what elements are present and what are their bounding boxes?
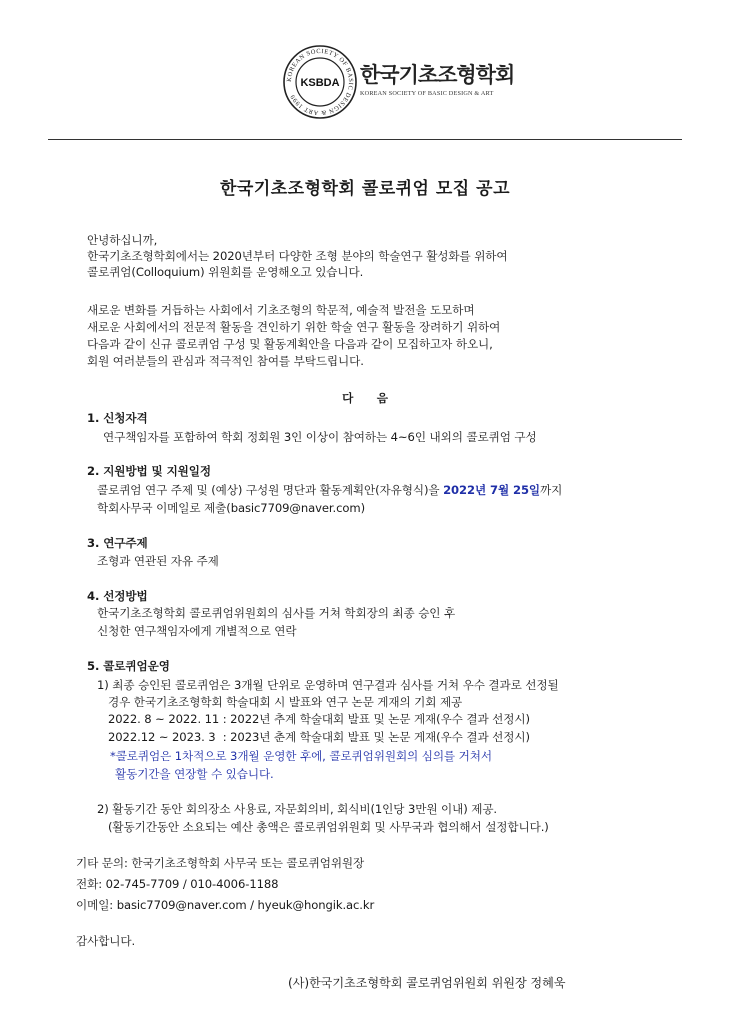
- intro2-line-3: 다음과 같이 신규 콜로퀴엄 구성 및 활동계획안을 다음과 같이 모집하고자 하오니,: [87, 337, 493, 351]
- intro-line-2: 한국기초조형학회에서는 2020년부터 다양한 조형 분야의 학술연구 활성화를 위하여: [87, 249, 508, 263]
- section-2-line-1: [97, 482, 562, 498]
- section-5-p1-line-4: 2022.12 ~ 2023. 3 : 2023년 춘계 학술대회 발표 및 논문 게재(우수 결과 선정시): [108, 730, 530, 744]
- section-5-p2-line-1: 2) 활동기간 동안 회의장소 사용료, 자문회의비, 회식비(1인당 3만원 이내) 제공.: [97, 802, 498, 816]
- section-1-heading: 1. 신청자격: [87, 411, 148, 425]
- intro2-line-4: 회원 여러분들의 관심과 적극적인 참여를 부탁드립니다.: [87, 354, 364, 368]
- intro2-line-1: 새로운 변화를 거듭하는 사회에서 기초조형의 학문적, 예술적 발전을 도모하며: [87, 303, 475, 317]
- section-5-p2-line-2: (활동기간동안 소요되는 예산 총액은 콜로퀴엄위원회 및 사무국과 협의해서 설정합니다.): [108, 820, 549, 834]
- logo-korean: 한국기초조형학회: [360, 62, 515, 87]
- section-2-line-1-text: 콜로퀴엄 연구 주제 및 (예상) 구성원 명단과 활동계획안(자유형식)을: [97, 483, 444, 497]
- logo-english: KOREAN SOCIETY OF BASIC DESIGN & ART: [360, 90, 494, 97]
- brand-block: [360, 62, 514, 98]
- seal-center-text: KSBDA: [300, 77, 340, 89]
- contact-inquiry: 기타 문의: 한국기초조형학회 사무국 또는 콜로퀴엄위원장: [76, 856, 365, 870]
- section-5-p1-line-2: 경우 한국기초조형학회 학술대회 시 발표와 연구 논문 게재의 기회 제공: [108, 695, 463, 709]
- section-4-heading: 4. 선정방법: [87, 589, 148, 603]
- section-5-p1-line-1: 1) 최종 승인된 콜로퀴엄은 3개월 단위로 운영하며 연구결과 심사를 거쳐 우수 결과로 선정될: [97, 678, 559, 692]
- intro2-line-2: 새로운 사회에서의 전문적 활동을 견인하기 위한 학술 연구 활동을 장려하기 위하여: [87, 320, 501, 334]
- section-4-line-1: 한국기초조형학회 콜로퀴엄위원회의 심사를 거쳐 학회장의 최종 승인 후: [97, 606, 456, 620]
- section-5-p1-line-3: 2022. 8 ~ 2022. 11 : 2022년 추계 학술대회 발표 및 논문 게재(우수 결과 선정시): [108, 712, 530, 726]
- section-3-heading: 3. 연구주제: [87, 536, 148, 550]
- section-2-line-2: 학회사무국 이메일로 제출(basic7709@naver.com): [97, 501, 366, 515]
- contact-phone: 전화: 02-745-7709 / 010-4006-1188: [76, 877, 279, 891]
- section-2-heading: 2. 지원방법 및 지원일정: [87, 464, 211, 478]
- next-heading: 다 음: [342, 391, 388, 405]
- seal-ring-text: KOREAN SOCIETY OF BASIC DESIGN & ART 1999: [285, 47, 355, 117]
- section-5-note-line-1: *콜로퀴엄은 1차적으로 3개월 운영한 후에, 콜로퀴엄위원회의 심의를 거쳐서: [110, 749, 492, 763]
- section-4-line-2: 신청한 연구책임자에게 개별적으로 연락: [97, 624, 297, 638]
- society-seal-icon: [282, 44, 358, 120]
- contact-email: 이메일: basic7709@naver.com / hyeuk@hongik.ac.kr: [76, 898, 375, 912]
- page-title: 한국기초조형학회 콜로퀴엄 모집 공고: [219, 179, 510, 199]
- header-divider: [48, 139, 682, 140]
- section-2-line-1-suffix: 까지: [540, 483, 563, 497]
- intro-line-1: 안녕하십니까,: [87, 233, 158, 247]
- signature: (사)한국기초조형학회 콜로퀴엄위원회 위원장 정혜욱: [288, 976, 566, 990]
- deadline-date: 2022년 7월 25일: [443, 483, 541, 497]
- letterhead: [0, 40, 730, 130]
- intro-line-3: 콜로퀴엄(Colloquium) 위원회를 운영해오고 있습니다.: [87, 265, 364, 279]
- section-1-line: 연구책임자를 포함하여 학회 정회원 3인 이상이 참여하는 4~6인 내외의 콜로퀴엄 구성: [103, 430, 537, 444]
- section-3-line: 조형과 연관된 자유 주제: [97, 554, 219, 568]
- section-5-heading: 5. 콜로퀴엄운영: [87, 659, 170, 673]
- section-5-note-line-2: 활동기간을 연장할 수 있습니다.: [115, 767, 274, 781]
- closing-text: 감사합니다.: [76, 934, 136, 948]
